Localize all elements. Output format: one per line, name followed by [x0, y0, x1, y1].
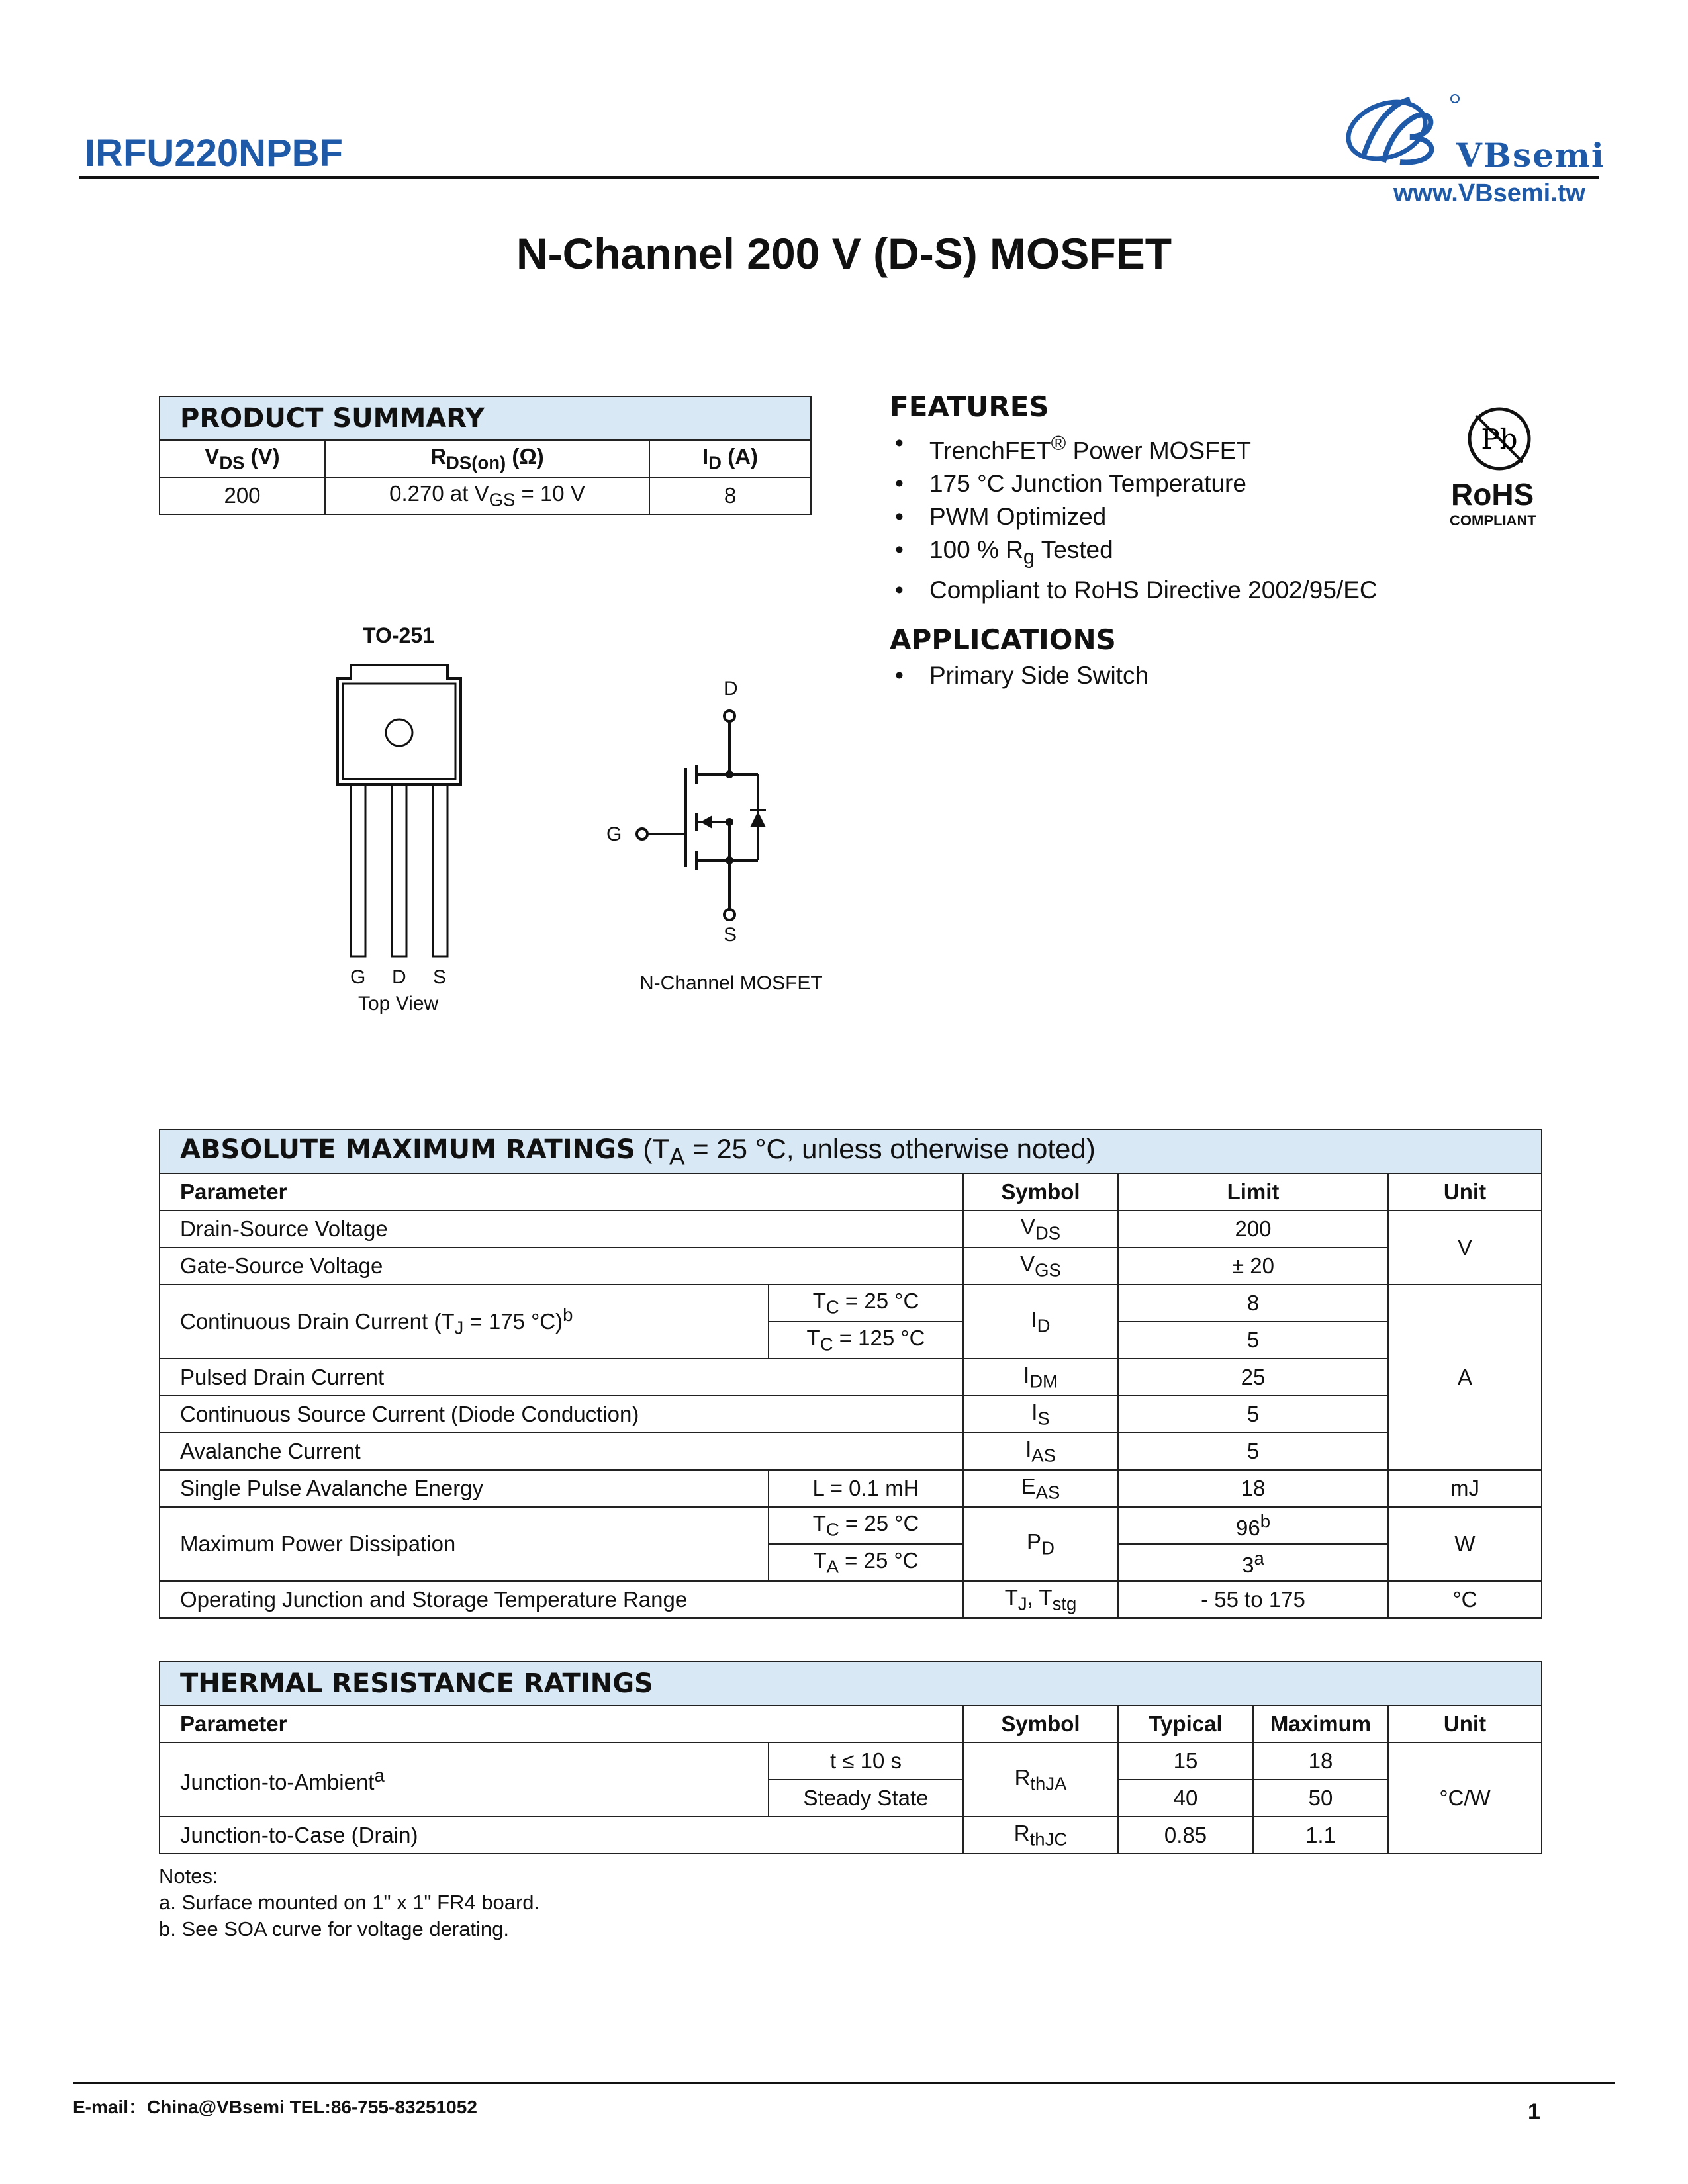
rohs-label: RoHS	[1451, 477, 1534, 512]
col-rds: $R_{DS(on)}$ (Ω)	[325, 440, 649, 477]
source-label: S	[724, 924, 737, 946]
footer-contact: E-mail：China@VBsemi TEL:86-755-83251052	[73, 2097, 477, 2117]
table-row: Gate-Source Voltage $V_{GS}$ ± 20	[160, 1248, 1542, 1285]
table-row: Avalanche Current $I_{AS}$ 5	[160, 1433, 1542, 1470]
absolute-max-ratings-table	[159, 1129, 1542, 1619]
table-row: $T_A = 25$ °C 3$^a$	[160, 1544, 1542, 1581]
table-row: Pulsed Drain Current $I_{DM}$ 25	[160, 1359, 1542, 1396]
list-item: • 100 % $R_g$ Tested	[890, 533, 1378, 573]
col-limit: Limit	[1118, 1173, 1388, 1210]
notes	[159, 1863, 539, 1942]
rds-value: 0.270 at $V_{GS} = 10$ V	[325, 477, 649, 514]
list-item: • TrenchFET® Power MOSFET	[890, 427, 1378, 467]
table-row: Junction-to-Ambient$^a$ t ≤ 10 s $R_{thJA}$ 15 18 °C/W	[160, 1743, 1542, 1780]
col-parameter: Parameter	[160, 1706, 963, 1743]
table-row: Single Pulse Avalanche Energy L = 0.1 mH $E_{AS}$ 18 mJ	[160, 1470, 1542, 1507]
page-title: N-Channel 200 V (D-S) MOSFET	[516, 229, 1172, 278]
thermal-title: THERMAL RESISTANCE RATINGS	[160, 1662, 1542, 1706]
to251-package-icon	[331, 659, 470, 963]
pin-label-d: D	[392, 966, 406, 988]
col-parameter: Parameter	[160, 1173, 963, 1210]
col-typical: Typical	[1118, 1706, 1253, 1743]
table-row: $T_C = 125$ °C 5	[160, 1322, 1542, 1359]
vds-value: 200	[160, 477, 325, 514]
rohs-compliant: COMPLIANT	[1450, 512, 1536, 529]
page-number: 1	[1528, 2099, 1540, 2124]
list-item: • 175 °C Junction Temperature	[890, 467, 1378, 500]
features-list	[890, 427, 1378, 607]
svg-text:Pb: Pb	[1481, 423, 1518, 455]
col-id: $I_D$ (A)	[649, 440, 811, 477]
website-link[interactable]: www.VBsemi.tw	[1393, 179, 1585, 207]
product-summary-title: PRODUCT SUMMARY	[160, 396, 811, 440]
list-item: • PWM Optimized	[890, 500, 1378, 533]
col-symbol: Symbol	[963, 1173, 1118, 1210]
thermal-resistance-table	[159, 1661, 1542, 1854]
note-b: b. See SOA curve for voltage derating.	[159, 1917, 510, 1940]
table-row: Continuous Drain Current ($T_J = 175$ °C)$^b$ $T_C = 25$ °C $I_D$ 8 A	[160, 1285, 1542, 1322]
product-summary-table	[159, 396, 812, 515]
col-unit: Unit	[1388, 1706, 1542, 1743]
table-row: Drain-Source Voltage $V_{DS}$ 200 V	[160, 1210, 1542, 1248]
features-title: FEATURES	[890, 390, 1049, 423]
abs-max-title: ABSOLUTE MAXIMUM RATINGS ($T_A = 25$ °C, unless otherwise noted)	[160, 1130, 1542, 1173]
applications-list	[890, 659, 1149, 692]
gate-label: G	[606, 823, 622, 845]
table-row: Continuous Source Current (Diode Conduction) $I_S$ 5	[160, 1396, 1542, 1433]
logo-text: VBsemi	[1456, 136, 1605, 175]
id-value: 8	[649, 477, 811, 514]
note-a: a. Surface mounted on 1" x 1" FR4 board.	[159, 1891, 540, 1914]
list-item: • Primary Side Switch	[890, 659, 1149, 692]
footer-rule	[73, 2082, 1615, 2084]
schematic-caption: N-Channel MOSFET	[639, 972, 823, 994]
pin-label-s: S	[433, 966, 447, 988]
pin-label-g: G	[350, 966, 366, 988]
header-rule	[79, 176, 1599, 179]
notes-title: Notes:	[159, 1864, 218, 1888]
drain-label: D	[724, 678, 738, 700]
table-row: Steady State 40 50	[160, 1780, 1542, 1817]
table-row: Maximum Power Dissipation $T_C = 25$ °C $P_D$ 96$^b$ W	[160, 1507, 1542, 1544]
mosfet-symbol-icon	[622, 702, 781, 940]
col-symbol: Symbol	[963, 1706, 1118, 1743]
list-item: • Compliant to RoHS Directive 2002/95/EC	[890, 574, 1378, 607]
col-maximum: Maximum	[1253, 1706, 1388, 1743]
applications-title: APPLICATIONS	[890, 623, 1116, 656]
package-name: TO-251	[363, 623, 434, 647]
package-view-label: Top View	[358, 993, 439, 1015]
table-row: Operating Junction and Storage Temperature Range $T_J$, $T_{stg}$ - 55 to 175 °C	[160, 1581, 1542, 1618]
table-row: Junction-to-Case (Drain) $R_{thJC}$ 0.85 1.1	[160, 1817, 1542, 1854]
col-unit: Unit	[1388, 1173, 1542, 1210]
part-number: IRFU220NPBF	[85, 132, 343, 175]
pb-free-icon	[1463, 402, 1536, 475]
col-vds: $V_{DS}$ (V)	[160, 440, 325, 477]
